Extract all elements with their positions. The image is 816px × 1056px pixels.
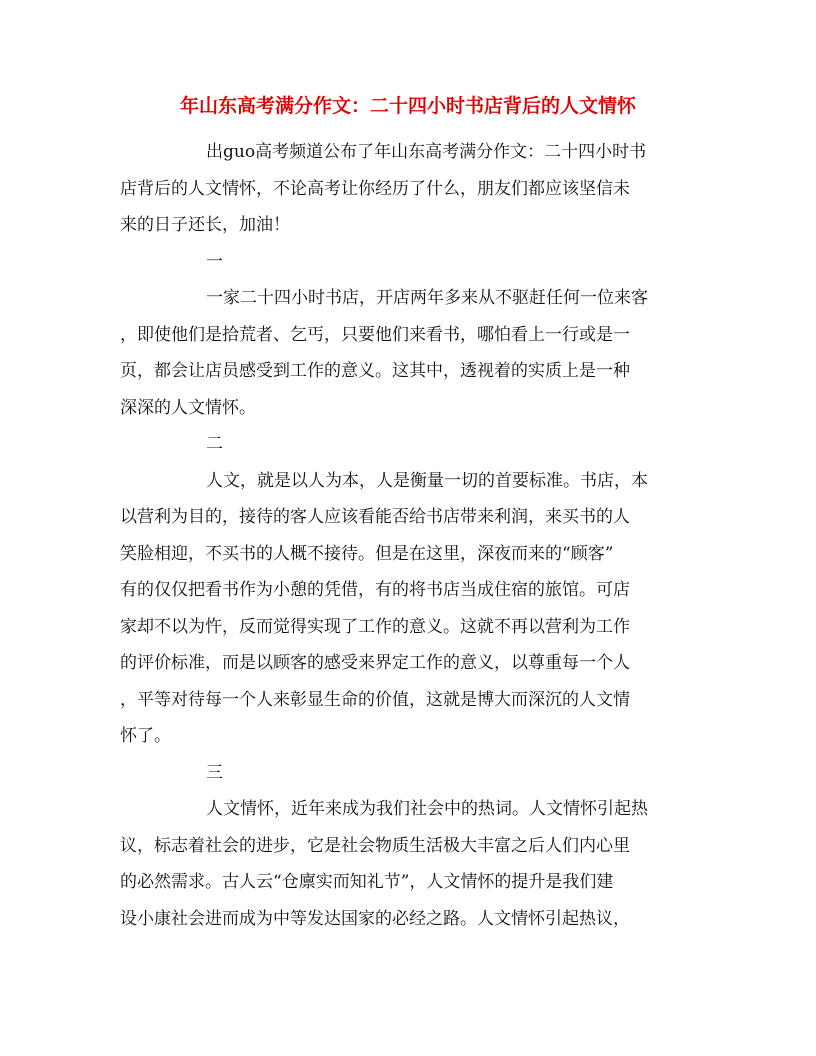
text-line: 人文，就是以人为本，人是衡量一切的首要标准。书店，本: [206, 470, 648, 491]
intro-paragraph: [120, 134, 698, 244]
text-line: ，即使他们是拾荒者、乞丐，只要他们来看书，哪怕看上一行或是一: [120, 324, 630, 345]
text-line: 出guo高考频道公布了年山东高考满分作文：二十四小时书: [206, 142, 647, 162]
text-line: 页，都会让店员感受到工作的意义。这其中，透视着的实质上是一种: [120, 361, 630, 381]
text-line: 笑脸相迎，不买书的人概不接待。但是在这里，深夜而来的“顾客”: [120, 543, 614, 564]
text-line: 的必然需求。古人云“仓廪实而知礼节”，人文情怀的提升是我们建: [120, 872, 614, 892]
section-2-paragraph: [120, 463, 698, 755]
text-line: 人文情怀，近年来成为我们社会中的热词。人文情怀引起热: [206, 799, 648, 819]
section-1-paragraph: [120, 280, 698, 426]
section-3-paragraph: [120, 791, 698, 937]
text-line: 议，标志着社会的进步，它是社会物质生活极大丰富之后人们内心里: [120, 835, 630, 856]
text-line: 的评价标准，而是以顾客的感受来界定工作的意义，以尊重每一个人: [120, 653, 630, 673]
section-number-3: 三: [206, 762, 223, 783]
text-line: ，平等对待每一个人来彰显生命的价值，这就是博大而深沉的人文情: [120, 689, 630, 710]
text-line: 来的日子还长，加油！: [120, 215, 290, 235]
section-number-1: 一: [206, 251, 223, 272]
text-line: 有的仅仅把看书作为小憩的凭借，有的将书店当成住宿的旅馆。可店: [120, 580, 630, 600]
text-line: 店背后的人文情怀，不论高考让你经历了什么，朋友们都应该坚信未: [120, 178, 630, 199]
text-line: 深深的人文情怀。: [120, 397, 256, 418]
text-line: 家却不以为忤，反而觉得实现了工作的意义。这就不再以营利为工作: [120, 616, 630, 637]
document-body: [120, 134, 698, 937]
section-number-2: 二: [206, 434, 223, 454]
text-line: 一家二十四小时书店，开店两年多来从不驱赶任何一位来客: [206, 288, 648, 308]
text-line: 设小康社会进而成为中等发达国家的必经之路。人文情怀引起热议，: [120, 908, 630, 929]
text-line: 怀了。: [120, 726, 171, 746]
text-line: 以营利为目的，接待的客人应该看能否给书店带来利润，来买书的人: [120, 507, 630, 527]
document-title: 年山东高考满分作文：二十四小时书店背后的人文情怀: [179, 95, 636, 117]
